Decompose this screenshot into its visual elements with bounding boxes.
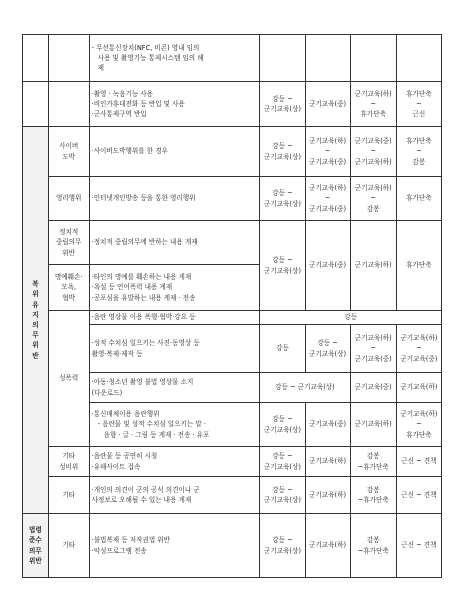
penalty-cell: 군기교육(하) ~ 군기교육(중) [305,177,350,221]
penalty-cell: 군기교육(하) [350,403,396,447]
penalty-cell: 강등 ~ 군기교육(상) [260,373,350,403]
table-row [23,477,442,514]
penalty-cell: 감봉 ~휴가단축 [350,447,396,477]
penalty-cell: 강등 ~ 군기교육(상) [260,82,305,127]
penalty-cell: 휴가단축 ~ 근신 [396,82,441,127]
desc-line: ·비인가휴대전화 등 반입 및 사용 [91,99,185,108]
penalty-cell: 강등 ~ 군기교육(상) [260,403,305,447]
subcategory-other-sexual: 기타 성비위 [48,447,89,477]
penalty-cell: 휴가단축 ~ 감봉 [396,127,441,177]
violation-desc [89,35,260,82]
penalty-cell: 강등 ~ 군기교육(상) [260,514,305,578]
table-row [23,177,442,221]
violation-desc [89,82,260,127]
penalty-cell: 군기교육(하) [350,221,396,311]
violation-desc: ·음란 영상물 이용 폭행·협박·강요 등 [89,311,260,325]
penalty-cell: 근신 ~ 견책 [396,447,441,477]
category-cell-empty [23,35,49,82]
penalty-cell: 휴가단축 [396,177,441,221]
penalty-cell: 강등 ~ 군기교육(상) [260,447,305,477]
penalty-cell: 군기교육(하) ~ 군기교육(중) [396,325,441,373]
penalty-cell: 강등 [260,325,305,373]
violation-desc: ·불법복제 등 저작권법 위반 ·악성프로그램 전송 [89,514,260,578]
violation-desc: ·타인의 명예를 훼손하는 내용 게재 ·욕설 등 언어폭력 내용 게재 ·공포심을 유발하는 내용 게재 · 전송 [89,265,260,311]
penalty-cell: 군기교육(하) ~ 군기교육(중) [350,325,396,373]
desc-line: 제 [97,64,104,73]
subcategory-political: 정치적 중립의무 위반 [48,221,89,265]
penalty-cell: 강등 ~ 군기교육(상) [260,221,305,311]
table-row [23,514,442,578]
table-row [23,447,442,477]
violation-desc: ·음란물 등 공연히 시청 ·유해사이트 접속 [89,447,260,477]
subcategory-sexual-violence: 성폭력 [48,311,89,447]
penalty-cell: 근신 ~ 견책 [396,514,441,578]
subcategory-cyber-gambling: 사이버 도박 [48,127,89,177]
penalty-cell: 군기교육(하) ~ 휴가단축 [350,82,396,127]
desc-line: ·군사통제구역 반입 [91,110,147,119]
penalty-cell: 군기교육(하) [396,373,441,403]
penalty-cell [260,35,305,82]
penalty-cell [350,35,396,82]
violation-desc: ·아동·청소년 촬영 불법 영상물 소지 (다운로드) [89,373,260,403]
penalty-cell [305,35,350,82]
penalty-cell: 군기교육(중) [305,82,350,127]
subcategory-other: 기타 [48,514,89,578]
penalty-cell: 강등 [260,311,442,325]
penalty-cell: 군기교육(중) [305,403,350,447]
penalty-cell: 군기교육(중) [350,373,396,403]
penalty-cell: 군기교육(하) ~ 군기교육(중) [305,127,350,177]
table-row [23,35,442,82]
category-cell-empty [23,82,49,127]
penalty-cell: 감봉 ~휴가단축 [350,514,396,578]
desc-line: 사용 및 촬영기능 통제시스템 임의 해 [97,53,204,62]
penalty-cell: 군기교육(중) [305,221,350,311]
violation-desc: ·통신매체이용 음란행위 - 음란물 및 성적 수치심 일으키는 말 · 음향 · 글 · 그림 등 게재 · 전송 · 유포 [89,403,260,447]
desc-line: ·촬영 · 녹음기능 사용 [91,89,154,98]
penalty-cell: 군기교육(하) [305,514,350,578]
subcategory-other: 기타 [48,477,89,514]
penalty-cell: 근신 ~ 견책 [396,477,441,514]
penalty-cell: 강등 ~ 군기교육(상) [260,477,305,514]
violation-desc: ·개인의 의견이 군의 공식 의견이나 군 사정보로 오해될 수 있는 내용 게재 [89,477,260,514]
penalty-cell: 휴가단축 [396,221,441,311]
subcategory-profit: 영리행위 [48,177,89,221]
violation-desc: ·성적 수치심 일으키는 사진·동영상 등 촬영·복제·제작 등 [89,325,260,373]
penalty-cell: 군기교육(중) ~ 군기교육(하) [350,127,396,177]
penalty-cell: 강등 ~ 군기교육(상) [305,325,350,373]
table-row [23,127,442,177]
violation-desc: ·정치적 중립의무에 반하는 내용 게재 [89,221,260,265]
penalty-cell [396,35,441,82]
table-row [23,82,442,127]
penalty-cell: 강등 ~ 군기교육(상) [260,127,305,177]
subcategory-cell-empty [48,35,89,82]
penalty-cell: 감봉 ~휴가단축 [350,477,396,514]
penalty-cell: 강등 ~ 군기교육(상) [260,177,305,221]
category-b: 법령 준수 의무 위반 [23,514,49,578]
subcategory-cell-empty [48,82,89,127]
desc-line: - 무선통신장치(NFC, 비콘) 영내 임의 [91,43,200,52]
table-row [23,221,442,265]
category-a: 복 위 유 지 의 무 위 반 [23,127,49,514]
subcategory-defamation: 명예훼손· 모욕, 협박 [48,265,89,311]
table-row [23,311,442,325]
penalty-cell: 군기교육(하) ~ 휴가단축 [396,403,441,447]
violation-desc: ·사이버도박행위를 한 경우 [89,127,260,177]
penalty-cell: 군기교육(하) [305,477,350,514]
penalty-cell: 군기교육(하) [305,447,350,477]
violation-desc: ·인터넷개인방송 등을 통한 영리행위 [89,177,260,221]
penalty-cell: 군기교육(하) ~ 감봉 [350,177,396,221]
discipline-table [22,34,442,578]
